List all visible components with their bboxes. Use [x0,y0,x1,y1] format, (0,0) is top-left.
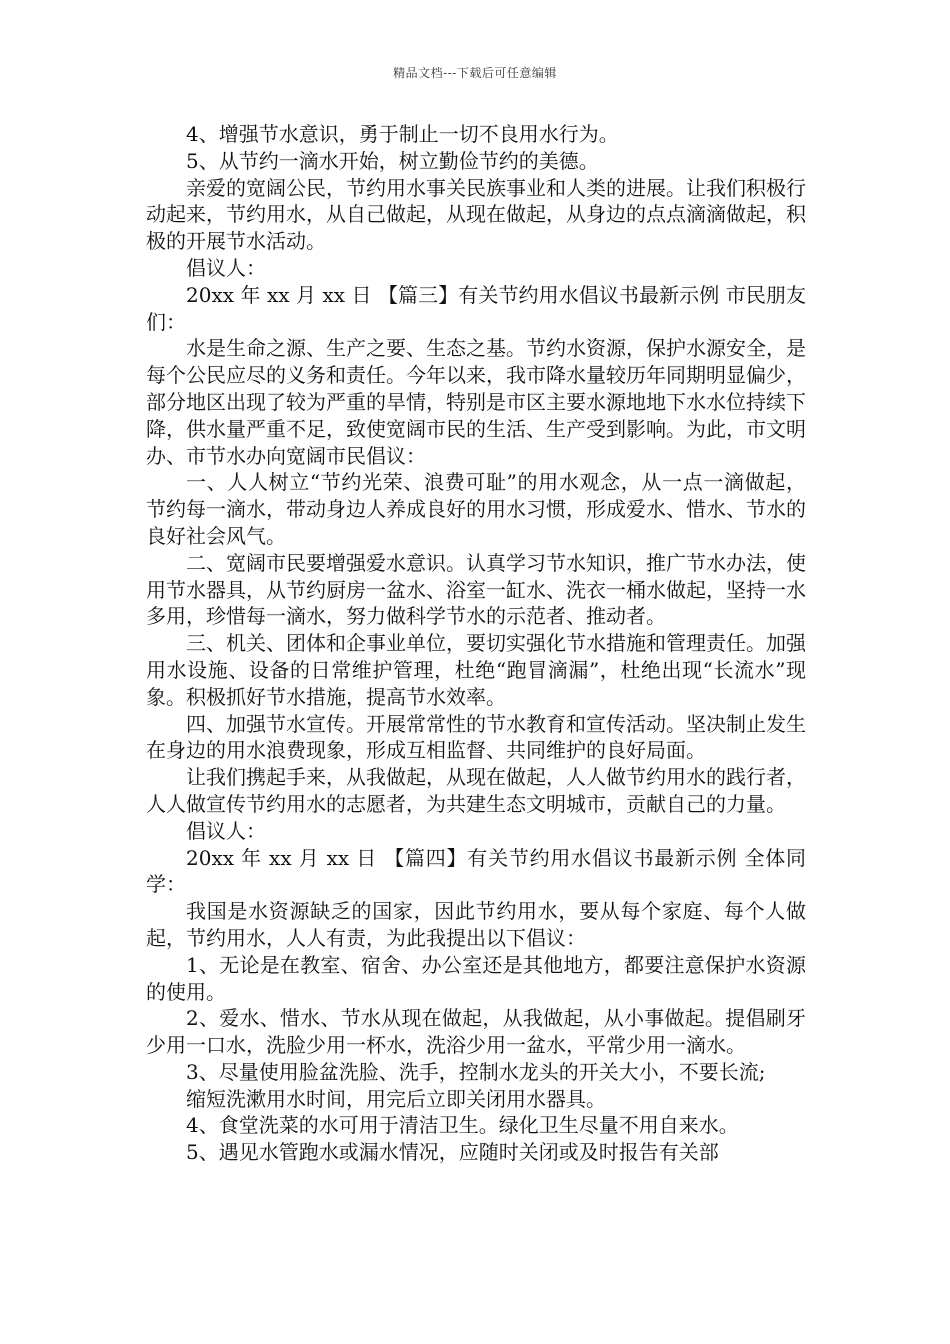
paragraph-19: 4、食堂洗菜的水可用于清洁卫生。绿化卫生尽量不用自来水。 [186,1113,739,1138]
date-and-section-three-heading: 20xx 年 xx 月 xx 日 【篇三】有关节约用水倡议书最新示例 市民朋友们： [146,282,806,334]
paragraph-2: 5、从节约一滴水开始，树立勤俭节约的美德。 [186,148,599,173]
page-header: 精品文档---下载后可任意编辑 [393,66,557,80]
paragraph-7: 一、人人树立“节约光荣、浪费可耻”的用水观念，从一点一滴做起，节约每一滴水，带动身边人养成良好的用水习惯，形成爱水、惜水、节水的良好社会风气。 [146,470,806,548]
paragraph-16: 2、爱水、惜水、节水从现在做起，从我做起，从小事做起。提倡刷牙少用一口水，洗脸少用一杯水，洗浴少用一盆水，平常少用一滴水。 [146,1006,806,1058]
paragraph-6: 水是生命之源、生产之要、生态之基。节约水资源，保护水源安全，是每个公民应尽的义务和责任。今年以来，我市降水量较历年同期明显偏少，部分地区出现了较为严重的旱情，特别是市区主要水源地地下水水位持续下降，供水量严重不足，致使宽阔市民的生活、生产受到影响。为此，市文明办、市节水办向宽阔市民倡议： [146,336,806,468]
signatory-label-2: 倡议人： [186,818,266,843]
document-body [146,121,806,1166]
paragraph-14: 我国是水资源缺乏的国家，因此节约用水，要从每个家庭、每个人做起，节约用水，人人有责，为此我提出以下倡议： [146,899,806,950]
paragraph-10: 四、加强节水宣传。开展常常性的节水教育和宣传活动。坚决制止发生在身边的用水浪费现象，形成互相监督、共同维护的良好局面。 [146,711,806,763]
signatory-label-1: 倡议人： [186,255,266,280]
paragraph-8: 二、宽阔市民要增强爱水意识。认真学习节水知识，推广节水办法，使用节水器具，从节约厨房一盆水、浴室一缸水、洗衣一桶水做起，坚持一水多用，珍惜每一滴水，努力做科学节水的示范者、推动者。 [146,550,806,629]
paragraph-20: 5、遇见水管跑水或漏水情况，应随时关闭或及时报告有关部 [186,1140,719,1165]
paragraph-1: 4、增强节水意识，勇于制止一切不良用水行为。 [186,122,619,146]
paragraph-11: 让我们携起手来，从我做起，从现在做起，人人做节约用水的践行者，人人做宣传节约用水的志愿者，为共建生态文明城市，贡献自己的力量。 [146,765,806,816]
paragraph-18: 缩短洗漱用水时间，用完后立即关闭用水器具。 [186,1086,606,1111]
paragraph-3: 亲爱的宽阔公民，节约用水事关民族事业和人类的进展。让我们积极行动起来，节约用水，从自己做起，从现在做起，从身边的点点滴滴做起，积极的开展节水活动。 [146,175,806,254]
paragraph-17: 3、尽量使用脸盆洗脸、洗手，控制水龙头的开关大小，不要长流; [186,1059,766,1084]
paragraph-15: 1、无论是在教室、宿舍、办公室还是其他地方，都要注意保护水资源的使用。 [146,952,806,1004]
date-and-section-four-heading: 20xx 年 xx 月 xx 日 【篇四】有关节约用水倡议书最新示例 全体同学： [146,845,806,897]
paragraph-9: 三、机关、团体和企事业单位，要切实强化节水措施和管理责任。加强用水设施、设备的日常维护管理，杜绝“跑冒滴漏”，杜绝出现“长流水”现象。积极抓好节水措施，提高节水效率。 [146,631,806,709]
